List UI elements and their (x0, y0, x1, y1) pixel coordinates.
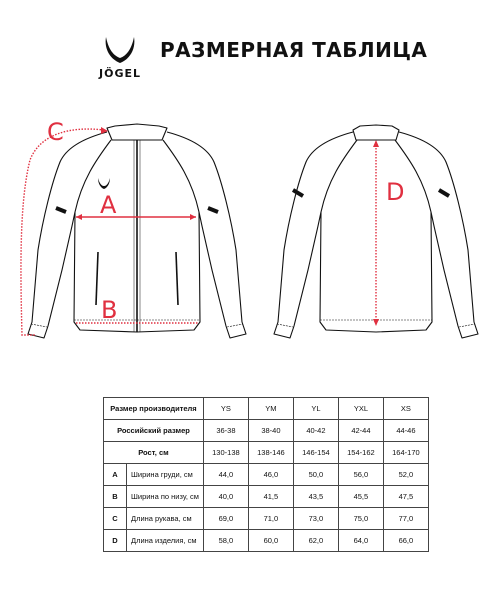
brand-logo (90, 35, 150, 85)
size-cell: YS (203, 398, 248, 420)
size-table (103, 397, 429, 552)
size-cell: YM (248, 398, 293, 420)
row-label: Ширина груди, см (127, 464, 204, 486)
front-seam-right (163, 140, 199, 212)
russian-cell: 38-40 (248, 420, 293, 442)
value-cell: 52,0 (383, 464, 428, 486)
value-cell: 71,0 (248, 508, 293, 530)
row-label: Ширина по низу, см (127, 486, 204, 508)
header-label: Размер производителя (104, 398, 204, 420)
front-pocket-right (176, 252, 178, 305)
table-row-russian (104, 420, 429, 442)
jacket-back-illustration (274, 125, 478, 338)
height-cell: 146-154 (293, 442, 338, 464)
row-key: C (104, 508, 127, 530)
marker-d: D (386, 178, 405, 206)
value-cell: 50,0 (293, 464, 338, 486)
size-cell: YXL (338, 398, 383, 420)
logo-text: JÖGEL (99, 67, 141, 80)
height-cell: 130-138 (203, 442, 248, 464)
header (0, 0, 499, 80)
value-cell: 44,0 (203, 464, 248, 486)
value-cell: 46,0 (248, 464, 293, 486)
size-cell: XS (383, 398, 428, 420)
russian-cell: 40-42 (293, 420, 338, 442)
russian-cell: 44-46 (383, 420, 428, 442)
row-key: A (104, 464, 127, 486)
jacket-front-illustration (28, 124, 246, 338)
height-cell: 138-146 (248, 442, 293, 464)
value-cell: 64,0 (338, 530, 383, 552)
jogel-logo-icon (98, 35, 142, 65)
russian-cell: 42-44 (338, 420, 383, 442)
value-cell: 75,0 (338, 508, 383, 530)
row-key: B (104, 486, 127, 508)
row-key: D (104, 530, 127, 552)
page-title: РАЗМЕРНАЯ ТАБЛИЦА (160, 38, 428, 62)
chest-logo-icon (98, 178, 110, 189)
table-row (104, 486, 429, 508)
front-pocket-left (96, 252, 98, 305)
row-label: Длина изделия, см (127, 530, 204, 552)
value-cell: 40,0 (203, 486, 248, 508)
value-cell: 47,5 (383, 486, 428, 508)
table-row-height (104, 442, 429, 464)
value-cell: 41,5 (248, 486, 293, 508)
value-cell: 73,0 (293, 508, 338, 530)
russian-label: Российский размер (104, 420, 204, 442)
back-seam-left (321, 140, 357, 212)
back-collar (353, 125, 399, 140)
height-cell: 164-170 (383, 442, 428, 464)
jacket-diagram (0, 100, 499, 350)
row-label: Длина рукава, см (127, 508, 204, 530)
value-cell: 66,0 (383, 530, 428, 552)
value-cell: 62,0 (293, 530, 338, 552)
front-collar (107, 124, 167, 140)
size-cell: YL (293, 398, 338, 420)
value-cell: 58,0 (203, 530, 248, 552)
value-cell: 77,0 (383, 508, 428, 530)
back-measurements (373, 140, 379, 326)
marker-a: A (100, 191, 117, 219)
table-row (104, 508, 429, 530)
height-cell: 154-162 (338, 442, 383, 464)
value-cell: 60,0 (248, 530, 293, 552)
marker-c: C (47, 118, 64, 146)
table-row (104, 530, 429, 552)
value-cell: 43,5 (293, 486, 338, 508)
value-cell: 69,0 (203, 508, 248, 530)
height-label: Рост, см (104, 442, 204, 464)
table-row (104, 464, 429, 486)
marker-b: B (101, 296, 118, 324)
russian-cell: 36-38 (203, 420, 248, 442)
value-cell: 56,0 (338, 464, 383, 486)
table-row-sizes (104, 398, 429, 420)
value-cell: 45,5 (338, 486, 383, 508)
